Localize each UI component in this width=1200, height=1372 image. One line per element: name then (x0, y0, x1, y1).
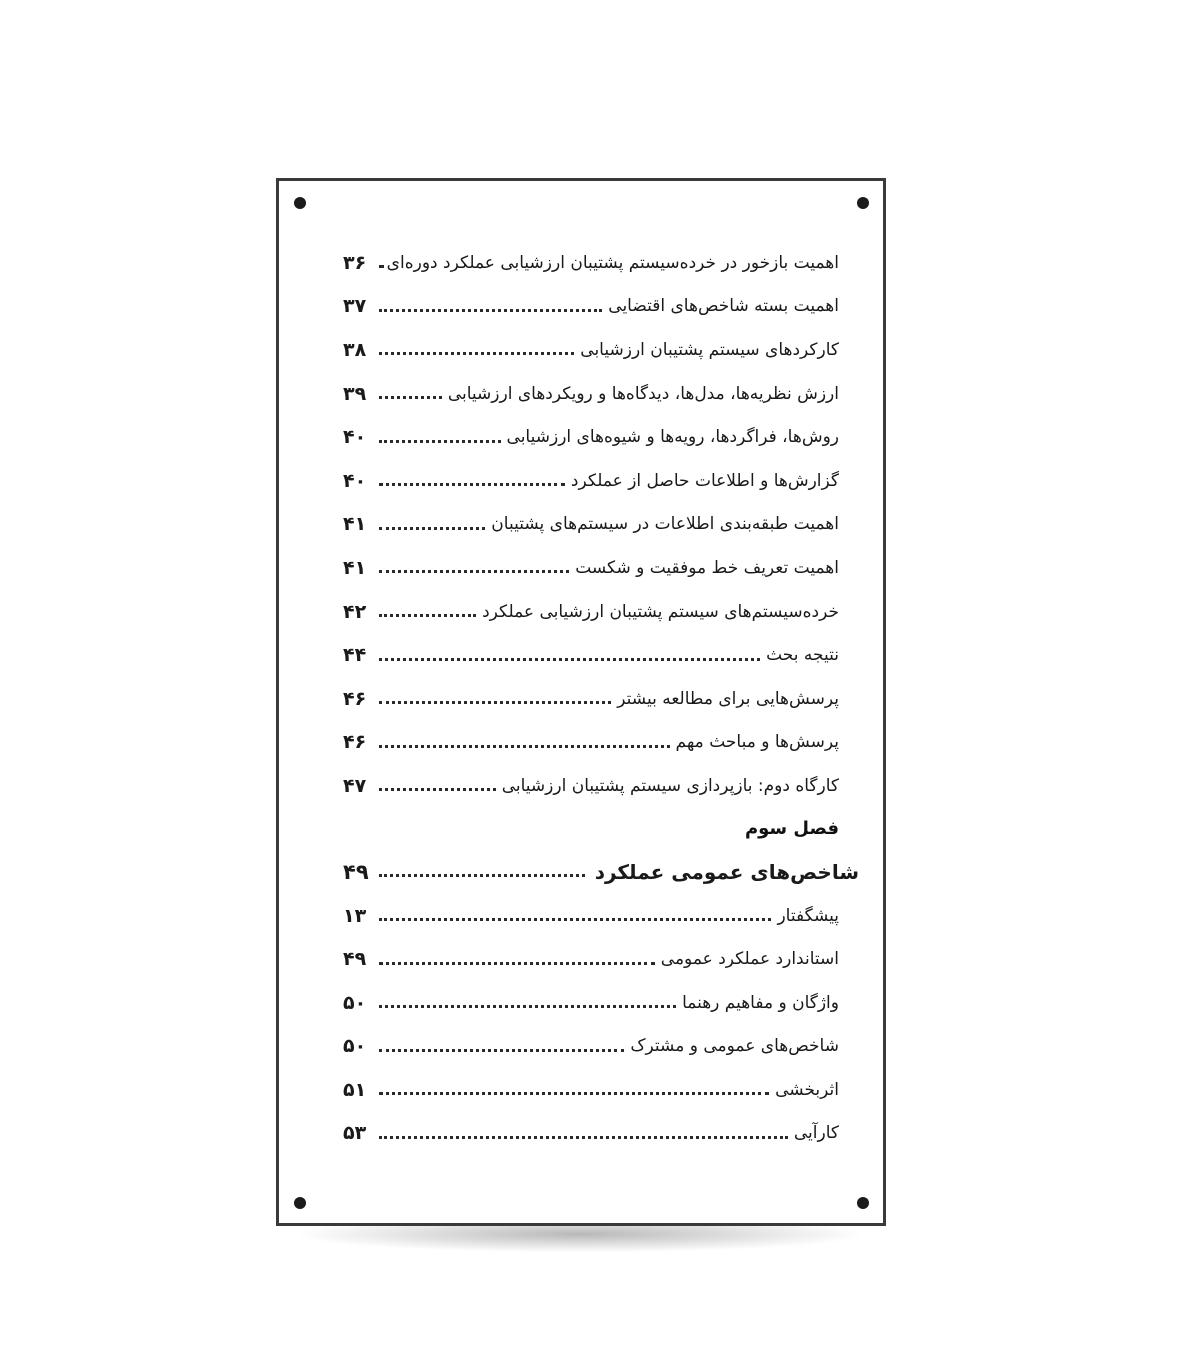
toc-entry (343, 894, 839, 938)
toc-entry-page: ۴۰ (343, 469, 367, 492)
dot-leader (379, 352, 574, 355)
chapter-title: شاخص‌های عمومی عملکرد (594, 859, 859, 884)
toc-entry-page: ۴۱ (343, 556, 367, 579)
toc-entry (343, 764, 839, 808)
toc-entry-title: کارگاه دوم: بازپردازی سیستم پشتیبان ارزشیابی (501, 775, 839, 796)
dot-leader (379, 527, 485, 530)
toc-entry-page: ۴۴ (343, 644, 367, 667)
toc-entry-page: ۴۷ (343, 774, 367, 797)
dot-leader (379, 440, 501, 443)
corner-dot-top-left (294, 197, 306, 209)
toc-entry-title: خرده‌سیستم‌های سیستم پشتیبان ارزشیابی عملکرد (482, 601, 839, 622)
toc-entry-title: ارزش نظریه‌ها، مدل‌ها، دیدگاه‌ها و رویکردهای ارزشیابی (447, 383, 839, 404)
dot-leader (379, 962, 655, 965)
toc-entry-title: روش‌ها، فراگردها، رویه‌ها و شیوه‌های ارزشیابی (506, 427, 839, 448)
toc-entry (343, 590, 839, 634)
table-of-contents (343, 241, 859, 1155)
toc-entry (343, 241, 839, 285)
toc-entry-title: شاخص‌های عمومی و مشترک (630, 1036, 839, 1057)
toc-entry-title: اهمیت بسته شاخص‌های اقتضایی (608, 296, 839, 317)
corner-dot-top-right (857, 197, 869, 209)
dot-leader (379, 658, 760, 661)
toc-entry-page: ۳۸ (343, 338, 367, 361)
toc-entry (343, 503, 839, 547)
dot-leader (379, 309, 602, 312)
toc-entry-title: اهمیت طبقه‌بندی اطلاعات در سیستم‌های پشتیبان (491, 514, 839, 535)
toc-entry (343, 546, 839, 590)
dot-leader (379, 614, 476, 617)
dot-leader (379, 570, 569, 573)
chapter-page: ۴۹ (343, 859, 369, 884)
toc-entry-page: ۵۱ (343, 1078, 367, 1101)
toc-entry-title: اهمیت بازخور در خرده‌سیستم پشتیبان ارزشیابی عملکرد دوره‌ای (386, 252, 839, 273)
dot-leader (379, 396, 442, 399)
toc-entry-page: ۳۷ (343, 295, 367, 318)
toc-entry-title: اهمیت تعریف خط موفقیت و شکست (575, 557, 839, 578)
toc-entry-page: ۴۶ (343, 731, 367, 754)
toc-entry-title: پرسش‌ها و مباحث مهم (675, 732, 839, 753)
toc-entry-title: نتیجه بحث (766, 645, 839, 666)
toc-entry-page: ۳۶ (343, 251, 367, 274)
toc-entry-title: گزارش‌ها و اطلاعات حاصل از عملکرد (570, 470, 839, 491)
dot-leader (379, 701, 611, 704)
toc-entry (343, 677, 839, 721)
toc-entry (343, 415, 839, 459)
toc-entry-title: پیشگفتار (777, 905, 839, 926)
corner-dot-bottom-left (294, 1197, 306, 1209)
toc-entry (343, 285, 839, 329)
dot-leader (379, 788, 496, 791)
toc-entry-title: استاندارد عملکرد عمومی (660, 949, 839, 970)
chapter-label: فصل سوم (744, 818, 839, 840)
toc-entry-title: کارکردهای سیستم پشتیبان ارزشیابی (580, 339, 839, 360)
toc-entry-page: ۵۰ (343, 1035, 367, 1058)
toc-entry (343, 721, 839, 765)
dot-leader (379, 1136, 788, 1139)
dot-leader (379, 1092, 769, 1095)
toc-entry-title: کارآیی (793, 1123, 839, 1144)
dot-leader (379, 874, 585, 877)
toc-entry (343, 459, 839, 503)
toc-entry-page: ۵۳ (343, 1122, 367, 1145)
toc-entry (343, 937, 839, 981)
toc-entry-page: ۳۹ (343, 382, 367, 405)
dot-leader (379, 265, 381, 268)
toc-entry-page: ۴۲ (343, 600, 367, 623)
book-page (276, 178, 886, 1226)
toc-entry-page: ۴۱ (343, 513, 367, 536)
dot-leader (379, 1005, 676, 1008)
toc-entry (343, 372, 839, 416)
dot-leader (379, 483, 565, 486)
dot-leader (379, 1049, 624, 1052)
toc-entry-page: ۴۹ (343, 948, 367, 971)
toc-entry-title: واژگان و مفاهیم رهنما (682, 992, 839, 1013)
corner-dot-bottom-right (857, 1197, 869, 1209)
dot-leader (379, 745, 670, 748)
toc-entry-title: اثربخشی (775, 1079, 839, 1100)
toc-entry-page: ۴۰ (343, 426, 367, 449)
toc-entry (343, 328, 839, 372)
toc-entry (343, 633, 839, 677)
toc-entry (343, 1112, 839, 1156)
toc-entry (343, 1025, 839, 1069)
toc-entry-title: پرسش‌هایی برای مطالعه بیشتر (617, 688, 839, 709)
dot-leader (379, 918, 771, 921)
chapter-heading (343, 850, 859, 894)
toc-entry-page: ۵۰ (343, 991, 367, 1014)
toc-entry (343, 1068, 839, 1112)
toc-entry (343, 981, 839, 1025)
toc-entry-page: ۱۳ (343, 904, 367, 927)
toc-entry-page: ۴۶ (343, 687, 367, 710)
